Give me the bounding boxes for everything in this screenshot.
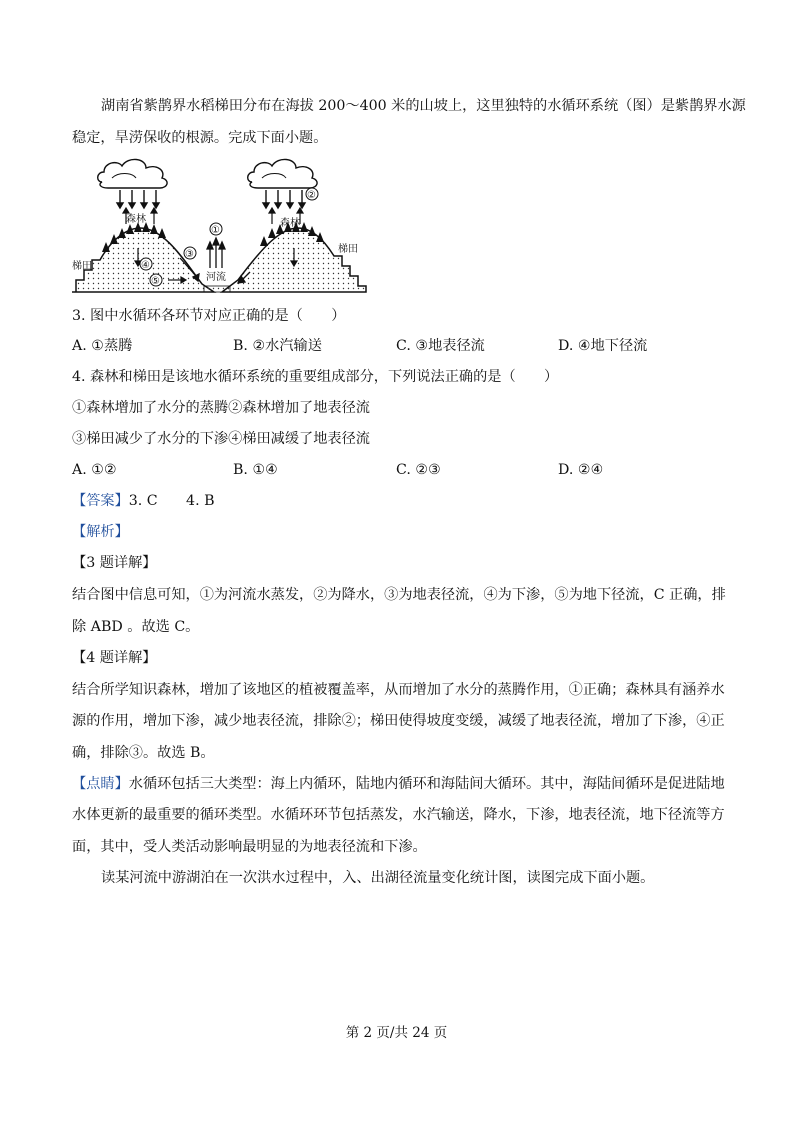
label-terrace-left: 梯田 bbox=[72, 261, 92, 272]
next-intro: 读某河流中游湖泊在一次洪水过程中，入、出湖径流量变化统计图，读图完成下面小题。 bbox=[101, 870, 655, 886]
detail3-line-2: 除 ABD 。故选 C。 bbox=[72, 619, 200, 635]
q3-option-d: D. ④地下径流 bbox=[558, 338, 648, 354]
q4-option-d: D. ②④ bbox=[558, 462, 604, 478]
detail4-line-1: 结合所学知识森林，增加了该地区的植被覆盖率，从而增加了水分的蒸腾作用，①正确；森林具有涵养水 bbox=[72, 682, 725, 698]
q3-stem: 3. 图中水循环各环节对应正确的是（ ） bbox=[72, 308, 346, 324]
analysis-line bbox=[72, 522, 722, 542]
marker-4: ④ bbox=[141, 260, 150, 271]
label-forest-right: 森林 bbox=[280, 218, 300, 229]
river-shape bbox=[204, 286, 230, 292]
q4-stem: 4. 森林和梯田是该地水循环系统的重要组成部分，下列说法正确的是（ ） bbox=[72, 369, 559, 385]
cloud-left-icon bbox=[98, 159, 167, 188]
intro-line-1: 湖南省紫鹊界水稻梯田分布在海拔 200～400 米的山坡上，这里独特的水循环系统（图）是紫鹊界水源 bbox=[101, 98, 746, 114]
analysis-tag: 【解析】 bbox=[72, 524, 129, 540]
rain-arrows-right-icon bbox=[263, 190, 305, 208]
marker-1: ① bbox=[211, 225, 220, 236]
answer-line bbox=[72, 491, 722, 511]
q3-option-b: B. ②水汽输送 bbox=[233, 338, 322, 354]
marker-5: ⑤ bbox=[151, 276, 160, 287]
q4-statement-2: ③梯田减少了水分的下渗④梯田减缓了地表径流 bbox=[72, 431, 370, 447]
page-footer: 第 2 页/共 24 页 bbox=[345, 1025, 448, 1041]
answer-text: 3. C 4. B bbox=[128, 493, 215, 509]
intro-line-2: 稳定，旱涝保收的根源。完成下面小题。 bbox=[72, 130, 328, 146]
label-river: 河流 bbox=[206, 272, 226, 283]
tip-line-1 bbox=[72, 774, 725, 794]
detail3-line-1: 结合图中信息可知，①为河流水蒸发，②为降水，③为地表径流，④为下渗，⑤为地下径流，C 正确，排 bbox=[72, 587, 726, 603]
detail4-heading: 【4 题详解】 bbox=[72, 650, 157, 666]
marker-3: ③ bbox=[185, 249, 194, 260]
q3-option-a: A. ①蒸腾 bbox=[72, 338, 133, 354]
rain-arrows-left-icon bbox=[117, 190, 159, 208]
label-forest-left: 森林 bbox=[126, 214, 146, 225]
tip-line-3: 面，其中，受人类活动影响最明显的为地表径流和下渗。 bbox=[72, 839, 427, 855]
q4-option-b: B. ①④ bbox=[233, 462, 278, 478]
q4-option-a: A. ①② bbox=[72, 462, 117, 478]
detail4-line-3: 确，排除③。故选 B。 bbox=[72, 745, 215, 761]
detail4-line-2: 源的作用，增加下渗，减少地表径流，排除②；梯田使得坡度变缓，减缓了地表径流，增加了下渗，④正 bbox=[72, 713, 725, 729]
marker-2: ② bbox=[307, 190, 316, 201]
q4-option-c: C. ②③ bbox=[396, 462, 441, 478]
tip-text-1: 水循环包括三大类型：海上内循环，陆地内循环和海陆间大循环。其中，海陆间循环是促进陆地 bbox=[128, 776, 725, 792]
detail3-heading: 【3 题详解】 bbox=[72, 555, 157, 571]
cloud-right-icon bbox=[248, 159, 317, 188]
water-cycle-diagram bbox=[72, 152, 368, 298]
tip-line-2: 水体更新的最重要的循环类型。水循环环节包括蒸发，水汽输送，降水，下渗，地表径流，地下径流等方 bbox=[72, 807, 725, 823]
label-terrace-right: 梯田 bbox=[338, 244, 358, 255]
tip-tag: 【点睛】 bbox=[72, 776, 129, 792]
q4-statement-1: ①森林增加了水分的蒸腾②森林增加了地表径流 bbox=[72, 400, 370, 416]
evaporation-arrows-icon bbox=[207, 238, 225, 268]
q3-option-c: C. ③地表径流 bbox=[396, 338, 485, 354]
answer-tag: 【答案】 bbox=[72, 493, 129, 509]
